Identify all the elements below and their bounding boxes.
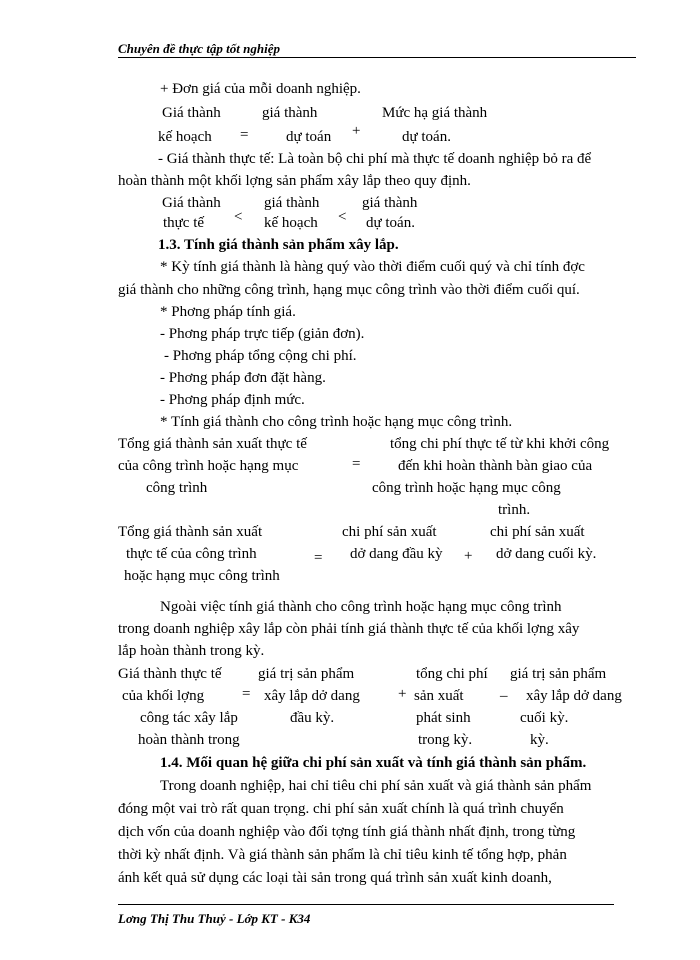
paragraph-line: lắp hoàn thành trong kỳ. bbox=[118, 643, 265, 659]
formula-operator: + bbox=[352, 123, 361, 139]
paragraph-line: đóng một vai trò rất quan trọng. chi phí sản xuất chính là quá trình chuyển bbox=[118, 801, 564, 817]
formula-operator: + bbox=[398, 686, 407, 702]
paragraph-line: dịch vốn của doanh nghiệp vào đối tợng tính giá thành nhất định, trong từng bbox=[118, 824, 576, 840]
text-line: giá thành cho những công trình, hạng mục công trình vào thời điểm cuối quí. bbox=[118, 282, 580, 298]
formula-term: dở dang đầu kỳ bbox=[350, 546, 443, 562]
formula-term: giá thành bbox=[264, 195, 320, 211]
page-footer: Lơng Thị Thu Thuỷ - Lớp KT - K34 bbox=[118, 911, 311, 926]
paragraph-line: trong doanh nghiệp xây lắp còn phải tính giá thành thực tế của khối lợng xây bbox=[118, 621, 580, 637]
paragraph-line: thời kỳ nhất định. Và giá thành sản phẩm là chỉ tiêu kinh tế tổng hợp, phản bbox=[118, 847, 567, 863]
formula-term: đến khi hoàn thành bàn giao của bbox=[398, 458, 593, 474]
formula-term: Giá thành thực tế bbox=[118, 666, 222, 682]
formula-term: công tác xây lắp bbox=[140, 710, 238, 726]
formula-operator: = bbox=[240, 127, 249, 143]
text-line: * Kỳ tính giá thành là hàng quý vào thời điểm cuối quý và chỉ tính đợc bbox=[160, 259, 585, 275]
formula-operator: _ bbox=[500, 683, 508, 699]
formula-term: dự toán. bbox=[402, 129, 451, 145]
header-rule bbox=[118, 57, 636, 58]
formula-term: Giá thành bbox=[162, 105, 221, 121]
formula-term: giá thành bbox=[262, 105, 318, 121]
paragraph-line: Trong doanh nghiệp, hai chỉ tiêu chi phí sản xuất và giá thành sản phẩm bbox=[160, 778, 592, 794]
formula-term: Giá thành bbox=[162, 195, 221, 211]
formula-operator: = bbox=[352, 456, 361, 472]
formula-operator: < bbox=[338, 209, 347, 225]
formula-term: kỳ. bbox=[530, 732, 549, 748]
section-heading: 1.4. Mối quan hệ giữa chi phí sản xuất và tính giá thành sản phẩm. bbox=[160, 755, 587, 771]
formula-term: dở dang cuối kỳ. bbox=[496, 546, 597, 562]
formula-term: của công trình hoặc hạng mục bbox=[118, 458, 299, 474]
text-line: + Đơn giá của mỗi doanh nghiệp. bbox=[160, 81, 361, 97]
formula-term: Tổng giá thành sản xuất bbox=[118, 524, 263, 540]
formula-term: giá trị sản phẩm bbox=[258, 666, 355, 682]
formula-term: thực tế của công trình bbox=[126, 546, 257, 562]
formula-term: phát sinh bbox=[416, 710, 471, 726]
formula-term: Mức hạ giá thành bbox=[382, 105, 488, 121]
page-header: Chuyên đề thực tập tốt nghiệp bbox=[118, 41, 280, 56]
formula-operator: + bbox=[464, 548, 473, 564]
formula-operator: = bbox=[242, 686, 251, 702]
formula-term: kế hoạch bbox=[264, 215, 318, 231]
formula-term: cuối kỳ. bbox=[520, 710, 569, 726]
formula-term: công trình bbox=[146, 480, 208, 496]
text-line: - Giá thành thực tế: Là toàn bộ chi phí mà thực tế doanh nghiệp bỏ ra để bbox=[158, 151, 592, 167]
formula-term: thực tế bbox=[163, 215, 205, 231]
formula-term: tổng chi phí thực tế từ khi khởi công bbox=[390, 436, 610, 452]
formula-term: giá trị sản phẩm bbox=[510, 666, 607, 682]
formula-term: dự toán. bbox=[366, 215, 415, 231]
formula-term: Tổng giá thành sản xuất thực tế bbox=[118, 436, 307, 452]
formula-term: sản xuất bbox=[414, 688, 464, 704]
formula-term: giá thành bbox=[362, 195, 418, 211]
section-heading: 1.3. Tính giá thành sản phẩm xây lắp. bbox=[158, 237, 399, 253]
text-line: - Phơng pháp tổng cộng chi phí. bbox=[164, 348, 357, 364]
formula-operator: < bbox=[234, 209, 243, 225]
formula-term: xây lắp dở dang bbox=[526, 688, 622, 704]
text-line: * Tính giá thành cho công trình hoặc hạng mục công trình. bbox=[160, 414, 513, 430]
text-line: - Phơng pháp trực tiếp (giản đơn). bbox=[160, 326, 365, 342]
formula-term: xây lắp dở dang bbox=[264, 688, 360, 704]
formula-term: chi phí sản xuất bbox=[490, 524, 585, 540]
formula-term: của khối lợng bbox=[122, 688, 205, 704]
formula-term: hoặc hạng mục công trình bbox=[124, 568, 280, 584]
text-line: * Phơng pháp tính giá. bbox=[160, 304, 296, 320]
text-line: hoàn thành một khối lợng sản phẩm xây lắp theo quy định. bbox=[118, 173, 471, 189]
formula-term: công trình hoặc hạng mục công bbox=[372, 480, 561, 496]
formula-term: chi phí sản xuất bbox=[342, 524, 437, 540]
formula-term: hoàn thành trong bbox=[138, 732, 240, 748]
formula-term: kế hoạch bbox=[158, 129, 212, 145]
paragraph-line: Ngoài việc tính giá thành cho công trình hoặc hạng mục công trình bbox=[160, 599, 562, 615]
formula-term: trình. bbox=[498, 502, 531, 518]
text-line: - Phơng pháp đơn đặt hàng. bbox=[160, 370, 326, 386]
formula-operator: = bbox=[314, 550, 323, 566]
formula-term: trong kỳ. bbox=[418, 732, 473, 748]
formula-term: đầu kỳ. bbox=[290, 710, 335, 726]
text-line: - Phơng pháp định mức. bbox=[160, 392, 305, 408]
formula-term: dự toán bbox=[286, 129, 332, 145]
footer-rule bbox=[118, 904, 614, 905]
formula-term: tổng chi phí bbox=[416, 666, 488, 682]
paragraph-line: ánh kết quả sử dụng các loại tài sản trong quá trình sản xuất kinh doanh, bbox=[118, 870, 552, 886]
